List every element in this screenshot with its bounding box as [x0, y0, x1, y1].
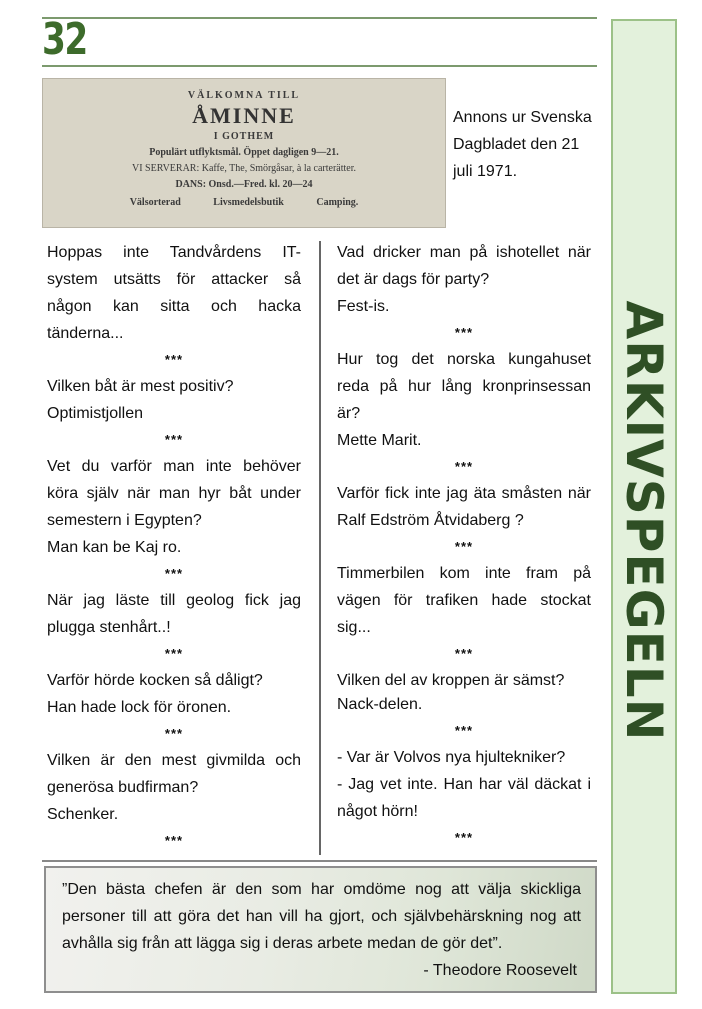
joke-question: Vilken båt är mest positiv? [47, 378, 234, 395]
joke-answer: Fest-is. [337, 298, 390, 315]
page-number: 32 [42, 14, 87, 65]
joke-answer: Nack-delen. [337, 696, 423, 713]
right-column [337, 239, 591, 851]
joke-answer: Schenker. [47, 806, 119, 823]
separator: *** [164, 833, 184, 848]
joke-question: Vilken del av kroppen är sämst? [337, 672, 565, 689]
joke-answer: Man kan be Kaj ro. [47, 539, 182, 556]
clipping-line: Välsorterad Livsmedelsbutik Camping. [129, 197, 359, 208]
separator: *** [454, 723, 474, 738]
joke-line: - Jag vet inte. Han har väl däckat i något hörn! [337, 776, 591, 820]
clipping-line: Populärt utflyktsmål. Öppet dagligen 9—21. [149, 147, 339, 158]
quote-box [44, 866, 597, 993]
joke-text: När jag läste till geolog fick jag plugga stenhårt..! [47, 592, 301, 636]
separator: *** [454, 325, 474, 340]
top-rule [42, 17, 597, 19]
separator: *** [454, 830, 474, 845]
newspaper-clipping [42, 78, 446, 228]
separator: *** [454, 646, 474, 661]
clipping-headline: ÅMINNE [192, 103, 296, 128]
joke-question: Hur tog det norska kungahuset reda på hur lång kronprinsessan är? [337, 351, 591, 422]
separator: *** [164, 352, 184, 367]
header-rule [42, 65, 597, 67]
left-column [47, 239, 301, 854]
joke-answer: Han hade lock för öronen. [47, 699, 232, 716]
joke-line: - Var är Volvos nya hjultekniker? [337, 749, 566, 766]
joke-question: Vilken är den mest givmilda och generösa budfirman? [47, 752, 301, 796]
clipping-line: I GOTHEM [213, 131, 275, 142]
quote-author: - Theodore Roosevelt [423, 962, 577, 979]
sidebar-title: ARKIVSPEGELN [615, 300, 673, 742]
joke-question: Vad dricker man på ishotellet när det är dags för party? [337, 244, 591, 288]
footer-rule [42, 860, 597, 862]
quote-text: ”Den bästa chefen är den som har omdöme nog att välja skickliga personer till att göra det han vill ha gjort, och självbehärskning nog att avhålla sig från att lägga sig i deras arbete medan de gör det”. [62, 881, 581, 952]
clipping-line: VÄLKOMNA TILL [187, 90, 301, 101]
joke-question: Vet du varför man inte behöver köra själv när man hyr båt under semestern i Egypten? [47, 458, 301, 529]
joke-text: Hoppas inte Tandvårdens IT-system utsätts för attacker så någon kan sitta och hacka tänderna... [47, 244, 301, 342]
column-divider [319, 241, 321, 855]
joke-question: Varför hörde kocken så dåligt? [47, 672, 263, 689]
clipping-caption: Annons ur Svenska Dagbladet den 21 juli 1971. [453, 109, 592, 180]
joke-text: Varför fick inte jag äta småsten när Ralf Edström Åtvidaberg ? [337, 485, 591, 529]
separator: *** [454, 539, 474, 554]
joke-answer: Mette Marit. [337, 432, 422, 449]
separator: *** [164, 566, 184, 581]
clipping-line: DANS: Onsd.—Fred. kl. 20—24 [175, 179, 313, 190]
separator: *** [164, 726, 184, 741]
clipping-line: VI SERVERAR: Kaffe, The, Smörgåsar, à la carterätter. [131, 163, 356, 174]
joke-text: Timmerbilen kom inte fram på vägen för trafiken hade stockat sig... [337, 565, 591, 636]
separator: *** [164, 432, 184, 447]
sidebar-panel [611, 19, 677, 994]
separator: *** [454, 459, 474, 474]
joke-answer: Optimistjollen [47, 405, 144, 422]
separator: *** [164, 646, 184, 661]
